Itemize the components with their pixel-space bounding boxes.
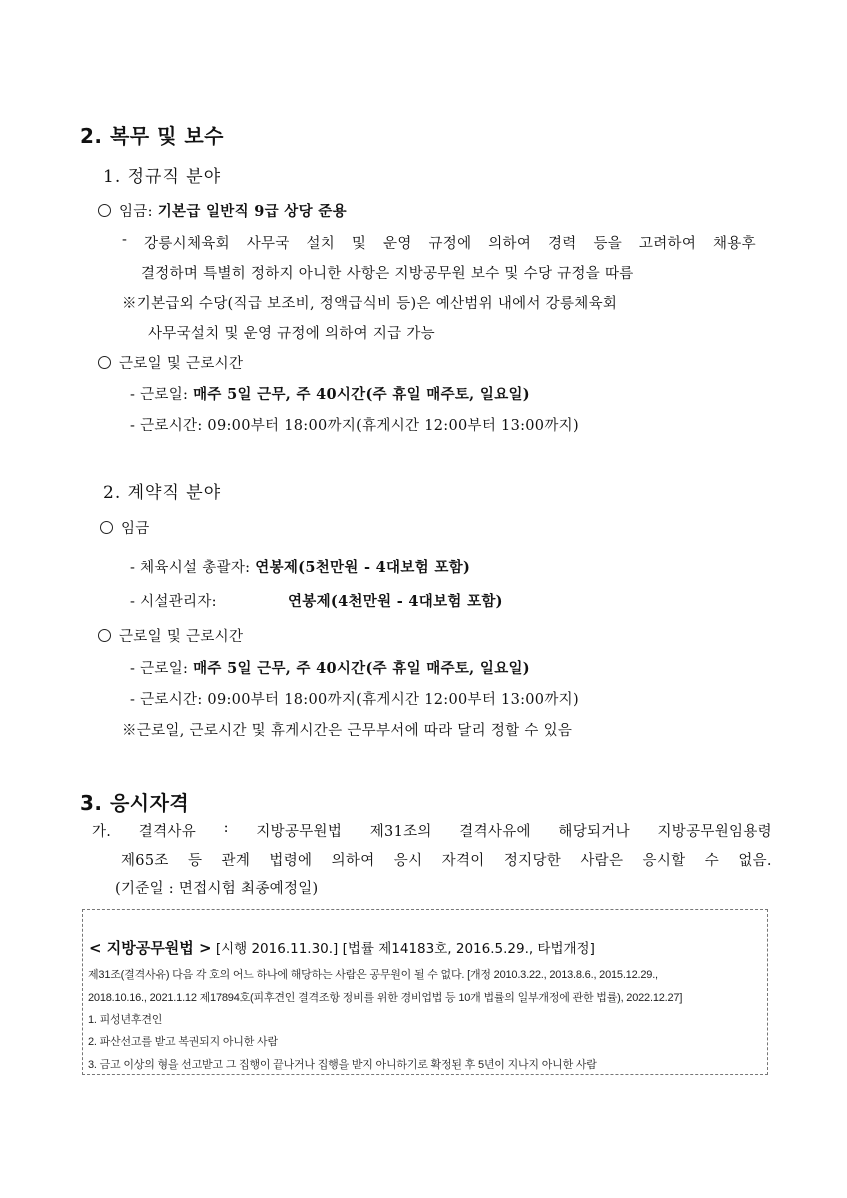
qualification-item-3: (기준일 : 면접시험 최종예정일) bbox=[115, 881, 319, 897]
section-2-title: 2. 복무 및 보수 bbox=[80, 124, 225, 148]
contract-worktime: - 근로시간: 09:00부터 18:00까지(휴게시간 12:00부터 13:00까지) bbox=[130, 692, 579, 708]
bullet-circle-icon bbox=[98, 356, 111, 369]
contract-hours-title: 근로일 및 근로시간 bbox=[98, 625, 243, 646]
law-line-2: 2018.10.16., 2021.1.12 제17894호(피후견인 결격조항 정비를 위한 경비업법 등 10개 법률의 일부개정에 관한 법률), 2022.12.27] bbox=[88, 992, 683, 1004]
qualification-item-1: 가. 결격사유 : 지방공무원법 제31조의 결격사유에 해당되거나 지방공무원임용령 bbox=[92, 820, 772, 840]
qualification-item-2: 제65조 등 관계 법령에 의하여 응시 자격이 정지당한 사람은 응시할 수 없음. bbox=[121, 853, 772, 869]
law-item-2: 2. 파산선고를 받고 복권되지 아니한 사람 bbox=[88, 1036, 278, 1048]
bullet-circle-icon bbox=[100, 521, 113, 534]
contract-facility: - 시설관리자: 연봉제(4천만원 - 4대보험 포함) bbox=[130, 593, 503, 610]
law-excerpt-box bbox=[82, 909, 768, 1075]
regular-wage: 임금: 기본급 일반직 9급 상당 준용 bbox=[98, 200, 347, 221]
law-item-3: 3. 금고 이상의 형을 선고받고 그 집행이 끝나거나 집행을 받지 아니하기로 확정된 후 5년이 지나지 아니한 사람 bbox=[88, 1059, 597, 1071]
contract-wage-title: 임금 bbox=[100, 517, 150, 538]
regular-note-2: 사무국설치 및 운영 규정에 의하여 지급 가능 bbox=[148, 326, 435, 342]
regular-hours-title: 근로일 및 근로시간 bbox=[98, 352, 243, 373]
law-title: < 지방공무원법 > [시행 2016.11.30.] [법률 제14183호, 2016.5.29., 타법개정] bbox=[89, 939, 595, 957]
regular-note-1: ※기본급외 수당(직급 보조비, 정액급식비 등)은 예산범위 내에서 강릉체육회 bbox=[122, 296, 618, 312]
bullet-circle-icon bbox=[98, 629, 111, 642]
regular-wage-desc-1: - 강릉시체육회 사무국 설치 및 운영 규정에 의하여 경력 등을 고려하여 채용후 bbox=[122, 232, 756, 252]
regular-worktime: - 근로시간: 09:00부터 18:00까지(휴게시간 12:00부터 13:00까지) bbox=[130, 418, 579, 434]
contract-workday: - 근로일: 매주 5일 근무, 주 40시간(주 휴일 매주토, 일요일) bbox=[130, 660, 530, 677]
law-line-1: 제31조(결격사유) 다음 각 호의 어느 하나에 해당하는 사람은 공무원이 될 수 없다. [개정 2010.3.22., 2013.8.6., 2015.12.29., bbox=[88, 969, 658, 981]
section-3-title: 3. 응시자격 bbox=[80, 791, 190, 815]
regular-title: 1. 정규직 분야 bbox=[103, 167, 222, 187]
contract-manager: - 체육시설 총괄자: 연봉제(5천만원 - 4대보험 포함) bbox=[130, 559, 471, 576]
regular-wage-desc-2: 결정하며 특별히 정하지 아니한 사항은 지방공무원 보수 및 수당 규정을 따름 bbox=[141, 266, 634, 282]
law-item-1: 1. 피성년후견인 bbox=[88, 1014, 163, 1026]
contract-note: ※근로일, 근로시간 및 휴게시간은 근무부서에 따라 달리 정할 수 있음 bbox=[122, 723, 573, 739]
contract-title: 2. 계약직 분야 bbox=[103, 483, 222, 503]
bullet-circle-icon bbox=[98, 204, 111, 217]
regular-workday: - 근로일: 매주 5일 근무, 주 40시간(주 휴일 매주토, 일요일) bbox=[130, 386, 530, 403]
